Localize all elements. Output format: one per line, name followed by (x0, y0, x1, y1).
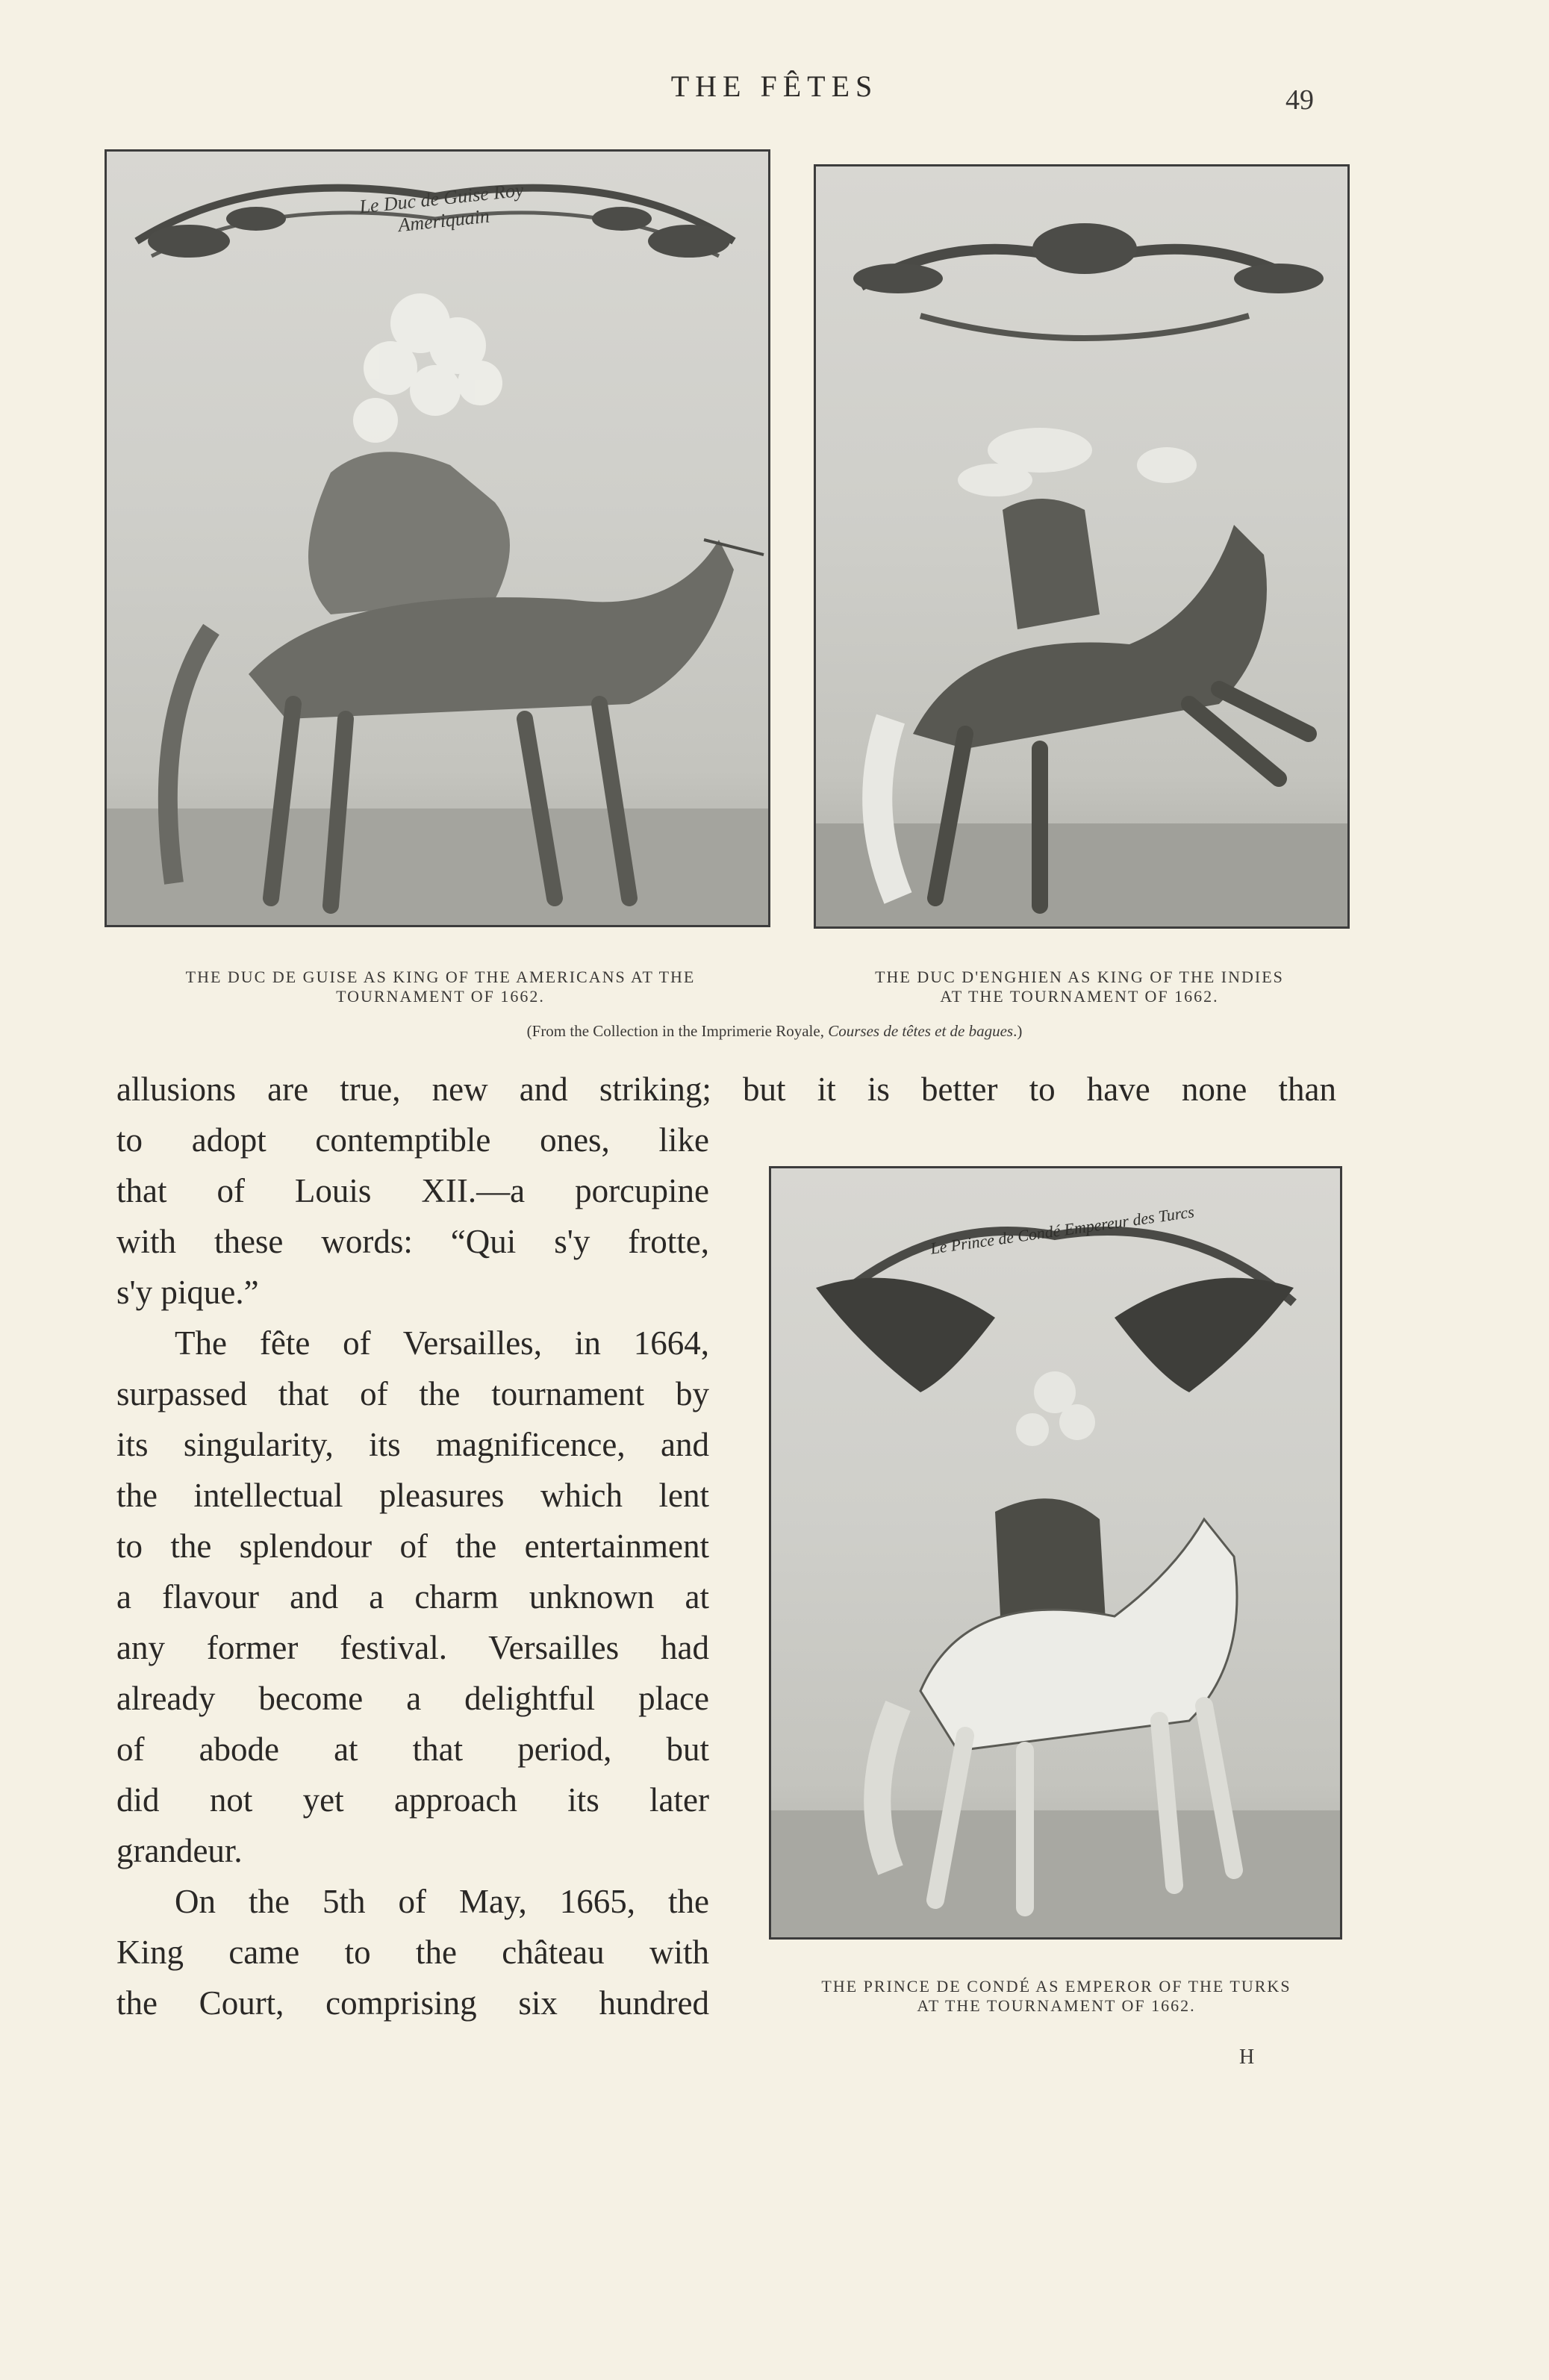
body-line: to adopt contemptible ones, like (116, 1121, 709, 1159)
caption-plate-2-line-2: AT THE TOURNAMENT OF 1662. (940, 987, 1219, 1006)
caption-plate-1 (90, 968, 791, 1006)
plate-duc-de-guise (105, 149, 770, 927)
body-line: did not yet approach its later (116, 1781, 709, 1819)
source-note-suffix: .) (1013, 1022, 1023, 1040)
body-line: already become a delightful place (116, 1680, 709, 1717)
caption-plate-1-line-1: THE DUC DE GUISE AS KING OF THE AMERICANS AT THE (185, 968, 696, 986)
engraving-duc-de-guise (107, 152, 768, 925)
source-note (0, 1022, 1549, 1041)
body-line: King came to the château with (116, 1934, 709, 1971)
plate-prince-de-conde (769, 1166, 1342, 1940)
body-line: of abode at that period, but (116, 1731, 709, 1768)
signature-mark: H (1239, 2046, 1255, 2069)
caption-plate-3-line-1: THE PRINCE DE CONDÉ AS EMPEROR OF THE TURKS (821, 1977, 1291, 1996)
body-line: its singularity, its magnificence, and (116, 1426, 709, 1463)
body-line-full: allusions are true, new and striking; but it is better to have none than (116, 1071, 1336, 1108)
body-line: the Court, comprising six hundred (116, 1984, 709, 2022)
caption-plate-3-line-2: AT THE TOURNAMENT OF 1662. (917, 1996, 1196, 2015)
body-line: with these words: “Qui s'y frotte, (116, 1223, 709, 1260)
plate-duc-d-enghien (814, 164, 1350, 929)
running-head: THE FÊTES (670, 69, 879, 103)
caption-plate-3 (761, 1977, 1351, 2016)
body-column (116, 1115, 709, 2028)
engraving-duc-d-enghien (816, 166, 1347, 926)
caption-plate-2 (811, 968, 1348, 1006)
body-line: grandeur. (116, 1832, 243, 1869)
banner-text: Le Prince de Condé Empereur des Turcs (929, 1202, 1196, 1258)
page-number: 49 (1285, 84, 1314, 116)
banner-text: Le Duc de Guise Roy Ameriquain (358, 178, 525, 237)
body-line: On the 5th of May, 1665, the (175, 1883, 709, 1920)
body-line: the intellectual pleasures which lent (116, 1477, 709, 1514)
caption-plate-2-line-1: THE DUC D'ENGHIEN AS KING OF THE INDIES (875, 968, 1284, 986)
body-line: The fête of Versailles, in 1664, (175, 1324, 709, 1362)
body-line: s'y pique.” (116, 1274, 259, 1311)
body-line: any former festival. Versailles had (116, 1629, 709, 1666)
caption-plate-1-line-2: TOURNAMENT OF 1662. (336, 987, 545, 1006)
body-line: to the splendour of the entertainment (116, 1527, 709, 1565)
engraving-prince-de-conde (771, 1168, 1340, 1937)
body-line: that of Louis XII.—a porcupine (116, 1172, 709, 1209)
source-note-prefix: (From the Collection in the Imprimerie Royale, (526, 1022, 829, 1040)
source-note-title: Courses de têtes et de bagues (828, 1022, 1014, 1040)
body-line: a flavour and a charm unknown at (116, 1578, 709, 1616)
body-line: surpassed that of the tournament by (116, 1375, 709, 1412)
